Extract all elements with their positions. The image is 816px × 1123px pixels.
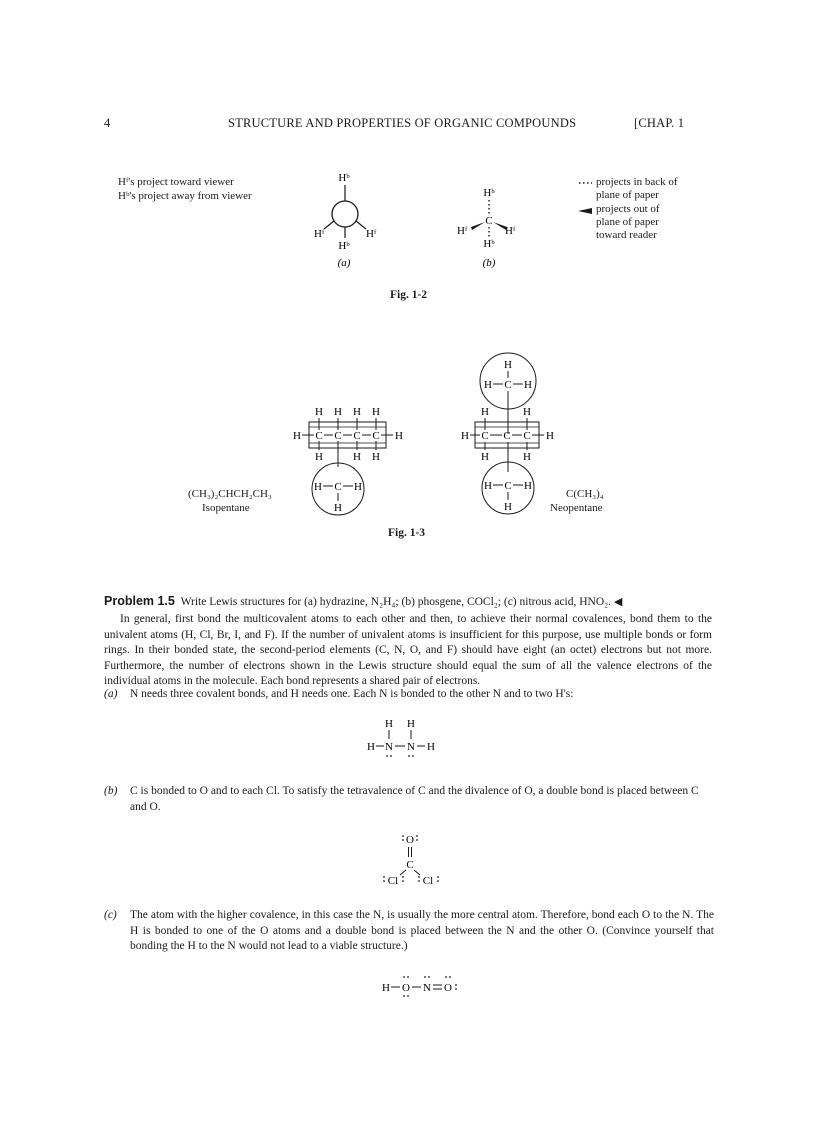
fig12b-hb-bottom: Hᵇ	[483, 238, 495, 250]
hno2-n: N	[423, 982, 431, 994]
neo-top-h-top: H	[504, 359, 512, 371]
problem-intro: In general, first bond the multicovalent atoms to each other and then, to achieve their normal covalences, bond them to the univalent atoms (H, Cl, Br, I, and F). If the number of univalent atoms is insufficient for this purpose, use multiple bonds or form rings. In their bonded state, the second-period elements (C, N, O, and F) should have eight (an octet) electrons but not more. Furthermore, the number of electrons shown in the Lewis structure should equal the sum of all the valence electrons of the individual atoms in the molecule. Each bond represents a shared pair of electrons.	[104, 613, 712, 687]
legend-back-2: plane of paper	[596, 189, 659, 201]
fig12b-hf-right: Hᶠ	[505, 225, 516, 237]
neo-bot-h-left: H	[484, 480, 492, 492]
fig12-caption: Fig. 1-2	[390, 289, 428, 301]
neo-bot-h-bottom: H	[504, 501, 512, 513]
iso-h-left: H	[293, 430, 301, 442]
phos-c: C	[406, 859, 414, 871]
iso-h1: H	[315, 406, 323, 418]
item-b-label: (b)	[104, 785, 118, 797]
iso-h6: H	[353, 451, 361, 463]
neo-bot-c: C	[504, 480, 512, 492]
fig12-label-b: (b)	[482, 257, 496, 269]
iso-h4: H	[372, 406, 380, 418]
phos-o: O	[406, 834, 414, 846]
neo-h3: H	[481, 451, 489, 463]
hyd-h-top-1: H	[385, 718, 393, 730]
legend-out-2: plane of paper	[596, 216, 659, 228]
hyd-h-top-2: H	[407, 718, 415, 730]
chapter-label: [CHAP. 1	[634, 116, 685, 130]
neo-top-h-left: H	[484, 379, 492, 391]
phos-cl-left: Cl	[387, 875, 399, 887]
wedge-bond-icon	[578, 208, 592, 214]
hyd-h-right: H	[427, 741, 435, 753]
neo-h1: H	[481, 406, 489, 418]
neo-c2: C	[503, 430, 511, 442]
fig13-isopentane	[285, 405, 415, 520]
hno2-o1: O	[402, 982, 410, 994]
neo-c1: C	[481, 430, 489, 442]
iso-h5: H	[315, 451, 323, 463]
fig12a-carbon-circle	[332, 201, 358, 227]
item-a-label: (a)	[104, 688, 118, 700]
iso-c1: C	[315, 430, 323, 442]
fig12-note-hf: Hᶠ's project toward viewer	[118, 176, 234, 188]
item-b-text: C is bonded to O and to each Cl. To satisfy the tetravalence of C and the divalence of O, a double bond is placed between C and O.	[130, 785, 699, 813]
fig12a-hf-left: Hᶠ	[314, 228, 325, 240]
iso-c3: C	[353, 430, 361, 442]
hyd-h-left: H	[367, 741, 375, 753]
problem-statement: Write Lewis structures for (a) hydrazine, N₂H₄; (b) phosgene, COCl₂; (c) nitrous acid, HNO₂.	[180, 596, 612, 608]
iso-ch3-c: C	[334, 481, 342, 493]
fig12b-hb-top: Hᵇ	[483, 187, 495, 199]
legend-back-1: projects in back of	[596, 176, 678, 188]
iso-ch3-h-bottom: H	[334, 502, 342, 514]
fig13-caption: Fig. 1-3	[388, 527, 426, 539]
isopentane-formula: (CH₃)₂CHCH₂CH₃	[188, 488, 272, 500]
item-a-text: N needs three covalent bonds, and H needs one. Each N is bonded to the other N and to two H's:	[130, 688, 574, 700]
problem-label: Problem 1.5	[104, 594, 175, 608]
fig12-note-hb: Hᵇ's project away from viewer	[118, 190, 252, 202]
fig13-neopentane	[455, 350, 565, 520]
neo-h-left: H	[461, 430, 469, 442]
iso-c2: C	[334, 430, 342, 442]
neo-top-c: C	[504, 379, 512, 391]
page-number: 4	[104, 116, 111, 130]
neopentane-name: Neopentane	[550, 502, 603, 514]
fig12b-hf-left: Hᶠ	[457, 225, 468, 237]
hyd-n1: N	[385, 741, 393, 753]
problem-heading	[104, 594, 716, 610]
fig12a-hb-bottom: Hᵇ	[338, 240, 350, 252]
fig12a-hb-top: Hᵇ	[338, 172, 350, 184]
iso-h2: H	[334, 406, 342, 418]
item-c-text: The atom with the higher covalence, in this case the N, is usually the more central atom. Therefore, bond each O to the N. The H is bonded to one of the O atoms and a double bond is placed between the N and the other O. (Convince yourself that bonding the H to the N would not lead to a viable structure.)	[130, 909, 714, 952]
phos-cl-right: Cl	[422, 875, 434, 887]
iso-ch3-h-right: H	[354, 481, 362, 493]
legend-out-1: projects out of	[596, 203, 660, 215]
phosgene-structure	[376, 830, 446, 888]
hno2-h: H	[382, 982, 390, 994]
iso-h-right: H	[395, 430, 403, 442]
item-c-label: (c)	[104, 909, 117, 921]
hno2-o2: O	[444, 982, 452, 994]
hydrazine-structure	[362, 715, 462, 765]
neo-h4: H	[523, 451, 531, 463]
neo-h-right: H	[546, 430, 554, 442]
nitrous-acid-structure	[378, 972, 468, 1000]
neopentane-formula: C(CH₃)₄	[566, 488, 604, 500]
fig12-structure-a	[300, 168, 390, 273]
fig12-structure-b	[445, 185, 535, 273]
neo-bot-h-right: H	[524, 480, 532, 492]
iso-ch3-h-left: H	[314, 481, 322, 493]
fig12b-carbon: C	[485, 215, 493, 227]
fig12a-hf-right: Hᶠ	[366, 228, 377, 240]
hyd-n2: N	[407, 741, 415, 753]
running-title: STRUCTURE AND PROPERTIES OF ORGANIC COMPOUNDS	[228, 116, 577, 130]
neo-top-h-right: H	[524, 379, 532, 391]
neo-h2: H	[523, 406, 531, 418]
legend-out-3: toward reader	[596, 229, 657, 241]
iso-h7: H	[372, 451, 380, 463]
neo-c3: C	[523, 430, 531, 442]
isopentane-name: Isopentane	[202, 502, 250, 514]
end-marker-icon: ◀	[613, 596, 623, 608]
fig12-label-a: (a)	[337, 257, 351, 269]
iso-c4: C	[372, 430, 380, 442]
iso-h3: H	[353, 406, 361, 418]
